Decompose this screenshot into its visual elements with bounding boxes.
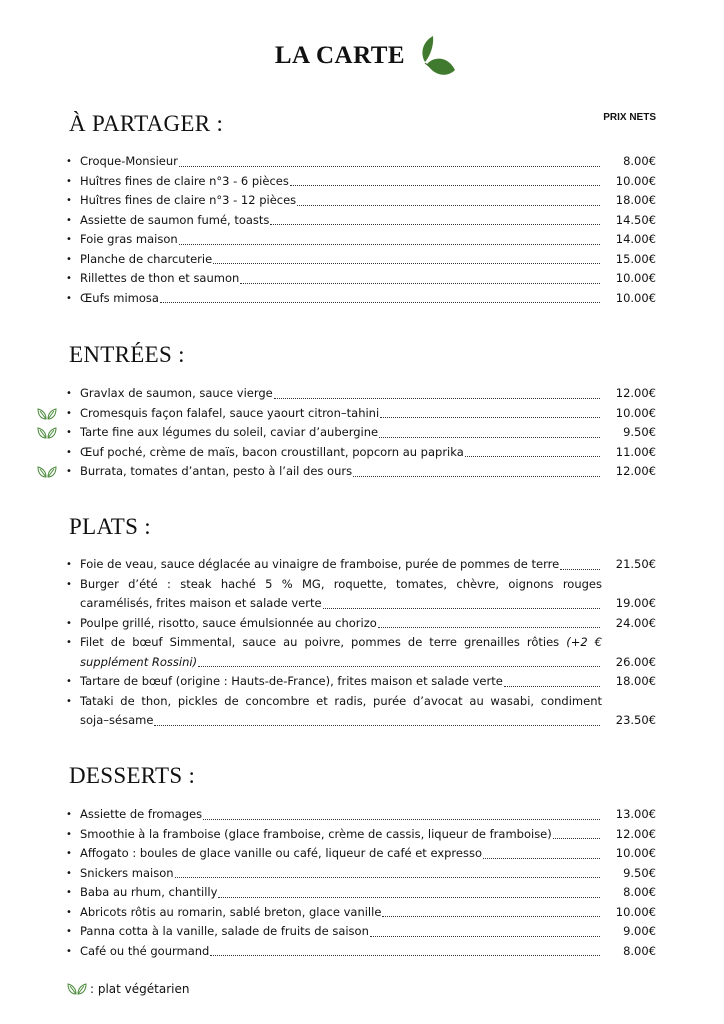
menu-item-label: Panna cotta à la vanille, salade de fruits de saison — [80, 924, 369, 938]
menu-item-price: 10.00€ — [615, 405, 656, 420]
menu-item — [66, 211, 656, 231]
bullet: • — [66, 926, 72, 937]
menu-item-label: Planche de charcuterie — [80, 251, 213, 266]
menu-item-price: 10.00€ — [615, 271, 656, 285]
menu-item — [66, 805, 656, 825]
page-title-text: LA CARTE — [274, 42, 406, 69]
menu-item-price: 24.00€ — [615, 615, 656, 630]
leader-dots — [154, 725, 600, 726]
menu-item-price: 10.00€ — [615, 904, 656, 919]
bullet: • — [66, 292, 72, 304]
bullet: • — [66, 446, 72, 458]
leader-dots — [483, 858, 600, 859]
leader-dots — [290, 185, 600, 186]
menu-item-price: 14.50€ — [615, 212, 656, 227]
menu-item-label-continued: caramélisés, frites maison et salade verte — [80, 596, 322, 610]
menu-item — [66, 555, 656, 575]
leader-dots — [175, 877, 600, 878]
menu-item — [66, 575, 656, 614]
leader-dots — [210, 955, 600, 956]
leader-dots — [378, 627, 600, 628]
menu-item — [66, 844, 656, 864]
menu-item — [66, 404, 656, 424]
leader-dots — [380, 417, 600, 418]
menu-item-price: 14.00€ — [615, 232, 656, 246]
menu-item — [66, 692, 656, 731]
menu-list-desserts — [66, 805, 656, 961]
legend-text: : plat végétarien — [90, 982, 190, 996]
menu-item-label: Gravlax de saumon, sauce vierge — [80, 386, 273, 400]
menu-item-price: 9.00€ — [623, 924, 656, 938]
menu-item-label: Affogato : boules de glace vanille ou café, liqueur de café et expresso — [80, 846, 483, 860]
bullet: • — [66, 578, 72, 590]
menu-item-label: Burrata, tomates d’antan, pesto à l’ail des ours — [80, 464, 353, 478]
section-title-a-partager: À PARTAGER : — [69, 111, 224, 136]
menu-item — [66, 922, 656, 942]
menu-item-price: 12.00€ — [615, 826, 656, 841]
menu-item-label: Burger d’été : steak haché 5 % MG, roquette, tomates, chèvre, oignons rouges — [80, 576, 602, 591]
leader-dots — [370, 936, 600, 937]
leader-dots — [179, 244, 600, 245]
menu-item — [66, 289, 656, 309]
menu-item — [66, 864, 656, 884]
menu-item-label: Huîtres fines de claire n°3 - 6 pièces — [80, 173, 289, 188]
vegetarian-legend — [66, 982, 189, 996]
leader-dots — [203, 819, 600, 820]
menu-item-label: Poulpe grillé, risotto, sauce émulsionnée au chorizo — [80, 615, 377, 630]
vegetarian-leaf-icon — [36, 408, 58, 421]
leader-dots — [353, 476, 600, 477]
bullet: • — [66, 195, 72, 206]
bullet: • — [66, 427, 72, 438]
leader-dots — [160, 302, 600, 303]
menu-item — [66, 172, 656, 192]
leader-dots — [465, 456, 600, 457]
menu-item — [66, 633, 656, 672]
menu-item-price: 18.00€ — [615, 193, 656, 207]
bullet: • — [66, 637, 72, 648]
menu-item-price: 9.50€ — [623, 425, 656, 439]
menu-item-label: Croque-Monsieur — [80, 154, 178, 168]
menu-item-label: Foie de veau, sauce déglacée au vinaigre de framboise, purée de pommes de terre — [80, 557, 560, 571]
menu-item — [66, 825, 656, 845]
menu-item-label: Smoothie à la framboise (glace framboise, crème de cassis, liqueur de framboise) — [80, 826, 552, 841]
menu-item-label: Huîtres fines de claire n°3 - 12 pièces — [80, 193, 297, 207]
leader-dots — [323, 608, 600, 609]
menu-list-entrees — [66, 384, 656, 482]
leader-dots — [382, 916, 600, 917]
leader-dots — [218, 897, 600, 898]
menu-item-label: Filet de bœuf Simmental, sauce au poivre, pommes de terre grenailles rôties — [80, 635, 560, 649]
bullet: • — [66, 848, 72, 859]
vegetarian-leaf-icon — [66, 983, 88, 996]
bullet: • — [66, 809, 72, 820]
bullet: • — [66, 906, 72, 918]
menu-item-price: 8.00€ — [623, 154, 656, 168]
menu-item — [66, 443, 656, 463]
bullet: • — [66, 867, 72, 879]
leader-dots — [198, 666, 600, 667]
menu-item-price: 23.50€ — [615, 713, 656, 727]
menu-item-label: Rillettes de thon et saumon — [80, 271, 240, 285]
menu-item — [66, 230, 656, 250]
menu-list-a-partager — [66, 152, 656, 308]
section-title-entrees: ENTRÉES : — [69, 342, 185, 367]
menu-item-price: 10.00€ — [615, 846, 656, 860]
menu-item-price: 26.00€ — [615, 654, 656, 669]
menu-item-label: Baba au rhum, chantilly — [80, 885, 218, 899]
menu-item-label: Foie gras maison — [80, 232, 178, 246]
bullet: • — [66, 388, 72, 399]
bullet: • — [66, 676, 72, 687]
menu-item — [66, 903, 656, 923]
menu-item-price: 10.00€ — [615, 290, 656, 305]
page-title — [0, 42, 724, 70]
menu-item-label: Tataki de thon, pickles de concombre et radis, purée d’avocat au wasabi, condiment — [80, 693, 602, 708]
leader-dots — [240, 283, 600, 284]
menu-item-price: 11.00€ — [615, 444, 656, 459]
leader-dots — [274, 398, 600, 399]
menu-item-price: 10.00€ — [615, 173, 656, 188]
menu-item-price: 12.00€ — [615, 464, 656, 478]
leader-dots — [213, 263, 600, 264]
section-title-desserts: DESSERTS : — [69, 763, 196, 788]
bullet: • — [66, 466, 72, 477]
leader-dots — [270, 224, 600, 225]
leader-dots — [553, 838, 600, 839]
menu-item-label: Tartare de bœuf (origine : Hauts-de-France), frites maison et salade verte — [80, 674, 503, 688]
leader-dots — [297, 205, 600, 206]
menu-item — [66, 883, 656, 903]
menu-item-supplement: (+2 € — [566, 635, 602, 649]
section-title-plats: PLATS : — [69, 514, 151, 539]
menu-item-label: Œufs mimosa — [80, 290, 159, 305]
bullet: • — [66, 695, 72, 707]
menu-item-label: Œuf poché, crème de maïs, bacon croustillant, popcorn au paprika — [80, 444, 464, 459]
bullet: • — [66, 407, 72, 419]
bullet: • — [66, 945, 72, 957]
leader-dots — [504, 686, 600, 687]
menu-item-price: 15.00€ — [615, 251, 656, 266]
menu-item-price: 8.00€ — [623, 943, 656, 958]
menu-item-label: Snickers maison — [80, 865, 174, 880]
menu-item-label: Assiette de fromages — [80, 807, 203, 821]
menu-item — [66, 191, 656, 211]
menu-item-supplement-continued: supplément Rossini) — [80, 654, 198, 669]
menu-item-price: 9.50€ — [623, 865, 656, 880]
bullet: • — [66, 156, 72, 167]
menu-item — [66, 152, 656, 172]
bullet: • — [66, 253, 72, 265]
menu-item-price: 21.50€ — [615, 557, 656, 571]
menu-item-label: Abricots rôtis au romarin, sablé breton, glace vanille — [80, 904, 382, 919]
bullet: • — [66, 617, 72, 629]
bullet: • — [66, 175, 72, 187]
menu-item-label-continued: soja–sésame — [80, 713, 154, 727]
menu-item — [66, 269, 656, 289]
bullet: • — [66, 273, 72, 284]
menu-list-plats — [66, 555, 656, 731]
menu-item — [66, 384, 656, 404]
menu-item — [66, 672, 656, 692]
menu-item-label: Assiette de saumon fumé, toasts — [80, 212, 270, 227]
menu-item-label: Tarte fine aux légumes du soleil, caviar d’aubergine — [80, 425, 379, 439]
menu-item — [66, 250, 656, 270]
menu-item-price: 12.00€ — [615, 386, 656, 400]
leaf-icon — [414, 34, 456, 82]
menu-item — [66, 942, 656, 962]
bullet: • — [66, 887, 72, 898]
leader-dots — [179, 166, 600, 167]
menu-item-price: 8.00€ — [623, 885, 656, 899]
bullet: • — [66, 214, 72, 226]
menu-item — [66, 462, 656, 482]
bullet: • — [66, 234, 72, 245]
menu-item-price: 19.00€ — [615, 596, 656, 610]
menu-item-price: 13.00€ — [615, 807, 656, 821]
leader-dots — [379, 437, 600, 438]
vegetarian-leaf-icon — [36, 427, 58, 440]
leader-dots — [560, 569, 600, 570]
menu-item — [66, 423, 656, 443]
menu-item-price: 18.00€ — [615, 674, 656, 688]
menu-item-label: Cromesquis façon falafel, sauce yaourt citron–tahini — [80, 405, 380, 420]
vegetarian-leaf-icon — [36, 466, 58, 479]
menu-item-label: Café ou thé gourmand — [80, 943, 210, 958]
prix-nets-label: PRIX NETS — [603, 112, 656, 123]
bullet: • — [66, 828, 72, 840]
bullet: • — [66, 559, 72, 570]
menu-item — [66, 614, 656, 634]
